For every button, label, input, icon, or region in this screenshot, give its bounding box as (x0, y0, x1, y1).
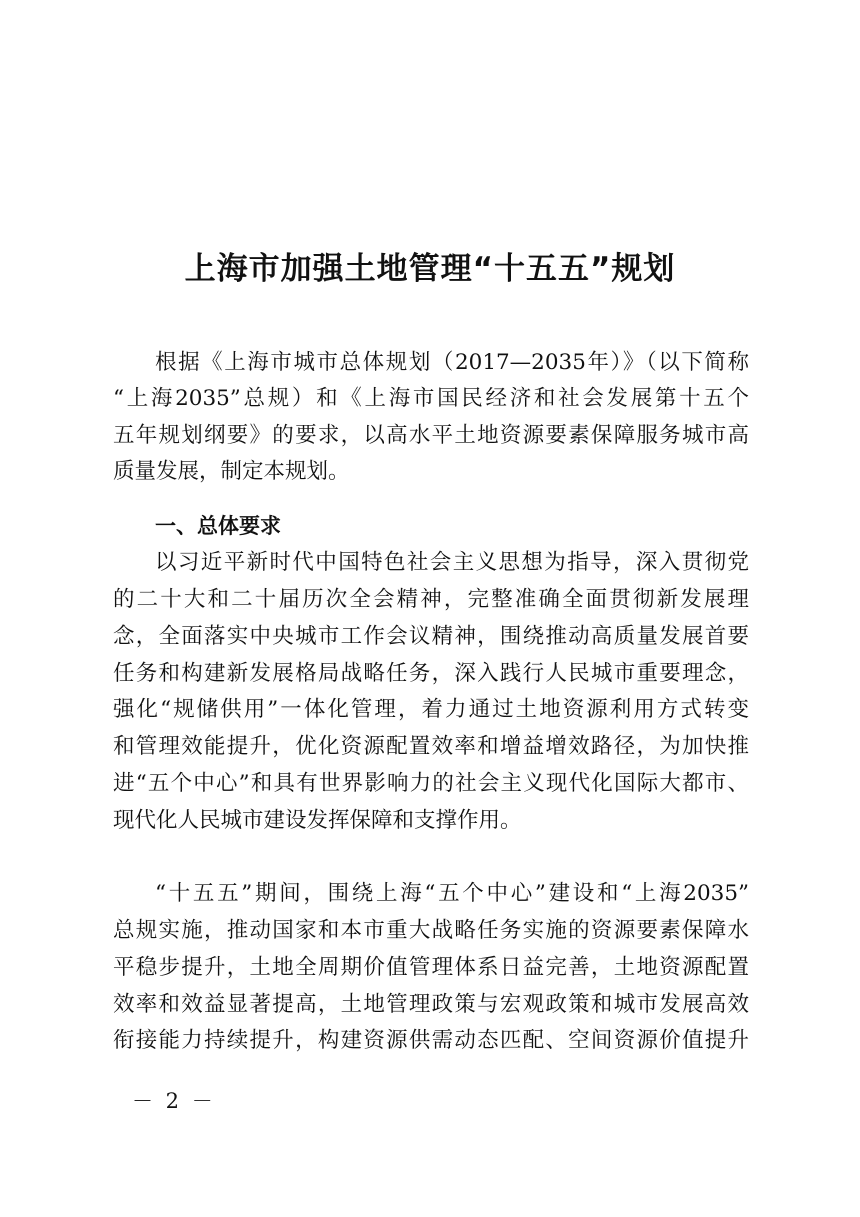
paragraph-2-line-5: 强化“规储供用”一体化管理，着力通过土地资源利用方式转变 (113, 697, 749, 722)
paragraph-3-line-1: “十五五”期间，围绕上海“五个中心”建设和“上海2035” (155, 881, 749, 906)
paragraph-2-line-7: 进“五个中心”和具有世界影响力的社会主义现代化国际大都市、 (113, 771, 749, 796)
paragraph-1-line-4: 质量发展，制定本规划。 (113, 459, 350, 484)
paragraph-3-line-2: 总规实施，推动国家和本市重大战略任务实施的资源要素保障水 (113, 918, 749, 943)
paragraph-1-line-3: 五年规划纲要》的要求，以高水平土地资源要素保障服务城市高 (113, 423, 749, 448)
page-number: － 2 － (132, 1089, 216, 1113)
section-heading-general-requirements: 一、总体要求 (155, 514, 281, 538)
paragraph-2-line-6: 和管理效能提升，优化资源配置效率和增益增效路径，为加快推 (113, 734, 749, 759)
paragraph-2-line-3: 念，全面落实中央城市工作会议精神，围绕推动高质量发展首要 (113, 624, 749, 649)
paragraph-3-line-4: 效率和效益显著提高，土地管理政策与宏观政策和城市发展高效 (113, 992, 749, 1017)
paragraph-3-line-5: 衔接能力持续提升，构建资源供需动态匹配、空间资源价值提升 (113, 1028, 749, 1053)
paragraph-2-line-2: 的二十大和二十届历次全会精神，完整准确全面贯彻新发展理 (113, 587, 749, 612)
paragraph-1-line-2: “上海2035”总规）和《上海市国民经济和社会发展第十五个 (113, 386, 749, 411)
paragraph-3-line-3: 平稳步提升，土地全周期价值管理体系日益完善，土地资源配置 (113, 955, 749, 980)
document-title: 上海市加强土地管理“十五五”规划 (184, 251, 676, 287)
paragraph-2-line-8: 现代化人民城市建设发挥保障和支撑作用。 (113, 808, 522, 833)
paragraph-2-line-1: 以习近平新时代中国特色社会主义思想为指导，深入贯彻党 (155, 550, 749, 575)
paragraph-1-line-1: 根据《上海市城市总体规划（2017—2035年）》（以下简称 (155, 350, 749, 375)
paragraph-2-line-4: 任务和构建新发展格局战略任务，深入践行人民城市重要理念， (113, 661, 749, 686)
